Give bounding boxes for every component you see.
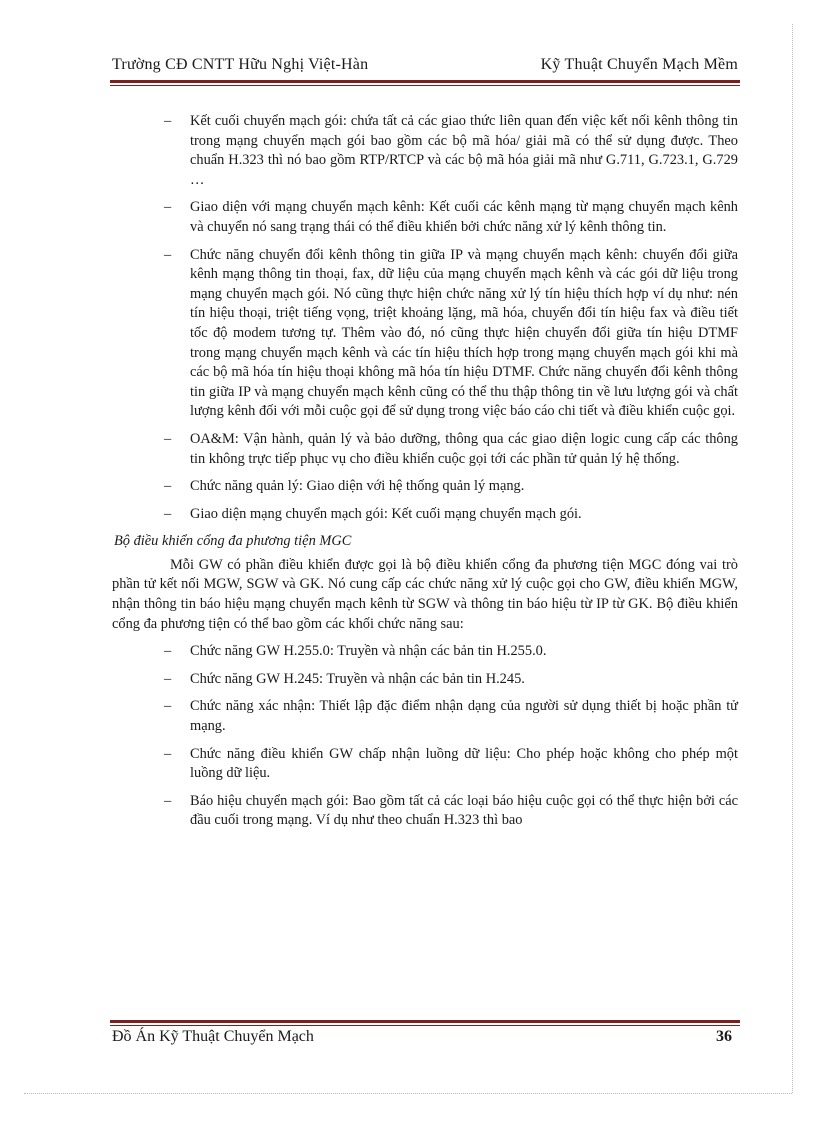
list-item [112, 430, 738, 469]
page-body [112, 112, 738, 839]
footer-rule-thin [110, 1025, 740, 1026]
dash-marker: – [164, 199, 172, 216]
dash-marker: – [164, 246, 172, 263]
list-item [112, 505, 738, 525]
list-item [112, 246, 738, 422]
list-item-text: Chức năng xác nhận: Thiết lập đặc điểm nhận dạng của người sử dụng thiết bị hoặc phần tử mạng. [190, 698, 738, 735]
dash-marker: – [164, 430, 172, 447]
list-item-text: Giao diện mạng chuyển mạch gói: Kết cuối mạng chuyển mạch gói. [190, 505, 582, 522]
dash-marker: – [164, 792, 172, 809]
page-header [112, 56, 738, 74]
list-item-text: Kết cuối chuyển mạch gói: chứa tất cả các giao thức liên quan đến việc kết nối kênh thông tin trong mạng chuyển mạch gói bao gồm các bộ mã hóa/ giải mã có thể sử dụng được. Theo chuẩn H.323 thì nó bao gồm RTP/RTCP và các bộ mã hóa giải mã như G.711, G.723.1, G.729 … [190, 113, 738, 188]
footer-left-text: Đồ Án Kỹ Thuật Chuyển Mạch [112, 1028, 314, 1045]
page-edge-dotted-bottom [24, 1093, 792, 1094]
list-item [112, 198, 738, 237]
list-item [112, 477, 738, 497]
dash-marker: – [164, 745, 172, 762]
dash-marker: – [164, 698, 172, 715]
list-item [112, 745, 738, 784]
list-item-text: Chức năng quản lý: Giao diện với hệ thống quản lý mạng. [190, 478, 525, 495]
page-footer [112, 1028, 732, 1046]
list-item-text: Chức năng điều khiển GW chấp nhận luồng dữ liệu: Cho phép hoặc không cho phép một luồng dữ liệu. [190, 745, 738, 782]
header-rule [110, 80, 740, 83]
dash-marker: – [164, 113, 172, 129]
header-left-text: Trường CĐ CNTT Hữu Nghị Việt-Hàn [112, 56, 369, 73]
page-number: 36 [716, 1028, 732, 1045]
bullet-list-bottom [112, 642, 738, 831]
footer-rule [110, 1020, 740, 1023]
list-item-text: Báo hiệu chuyển mạch gói: Bao gồm tất cả các loại báo hiệu cuộc gọi có thể thực hiện bởi các đầu cuối trong mạng. Ví dụ như theo chuẩn H.323 thì bao [190, 792, 738, 829]
bullet-list-top [112, 112, 738, 524]
dash-marker: – [164, 670, 172, 687]
list-item [112, 642, 738, 662]
header-rule-thin [110, 85, 740, 86]
list-item [112, 792, 738, 831]
list-item [112, 112, 738, 190]
dash-marker: – [164, 505, 172, 522]
page-edge-dotted-right [792, 24, 793, 1093]
dash-marker: – [164, 643, 172, 660]
list-item-text: Chức năng GW H.255.0: Truyền và nhận các bản tin H.255.0. [190, 643, 547, 660]
list-item [112, 697, 738, 736]
header-right-text: Kỹ Thuật Chuyển Mạch Mềm [540, 56, 738, 73]
list-item-text: Chức năng chuyển đổi kênh thông tin giữa IP và mạng chuyển mạch kênh: chuyển đổi giữa kênh mạng thông tin thoại, fax, dữ liệu của mạng chuyển mạch kênh và các gói dữ liệu trong mạng chuyển mạch gói. Nó cũng thực hiện chức năng xử lý tín hiệu thích hợp ví dụ như: nén tín hiệu thoại, triệt tiếng vọng, triệt khoảng lặng, mã hóa, chuyển đổi tín hiệu fax và điều tiết tốc độ modem tương tự. Thêm vào đó, nó cũng thực hiện chuyển đổi giữa tín hiệu DTMF trong mạng chuyển mạch kênh và các tín hiệu thích hợp trong mạng chuyển mạch gói khi mà các bộ mã hóa tín hiệu thoại không mã hóa tín hiệu DTMF. Chức năng chuyển đổi kênh thông tin giữa IP và mạng chuyển mạch kênh cũng có thể thu thập thông tin về lưu lượng gói và chất lượng kênh đối với mỗi cuộc gọi để sử dụng trong việc báo cáo chi tiết và điều khiển cuộc gọi. [190, 246, 738, 420]
list-item-text: Giao diện với mạng chuyển mạch kênh: Kết cuối các kênh mạng từ mạng chuyển mạch kênh và chuyển nó sang trạng thái có thể điều khiển bởi chức năng xử lý kênh thông tin. [190, 199, 738, 235]
list-item-text: OA&M: Vận hành, quản lý và bảo dưỡng, thông qua các giao diện logic cung cấp các thông tin không trực tiếp phục vụ cho điều khiển cuộc gọi tới các phần tử quản lý hệ thống. [190, 430, 738, 467]
section-subheading: Bộ điều khiển cổng đa phương tiện MGC [114, 533, 352, 550]
dash-marker: – [164, 478, 172, 495]
body-paragraph: Mỗi GW có phần điều khiển được gọi là bộ điều khiển cổng đa phương tiện MGC đóng vai trò phần tử kết nối MGW, SGW và GK. Nó cung cấp các chức năng xử lý cuộc gọi cho GW, điều khiển MGW, nhận thông tin báo hiệu mạng chuyển mạch kênh từ SGW và thông tin báo hiệu từ IP từ GK. Bộ điều khiển cổng đa phương tiện có thể bao gồm các khối chức năng sau: [112, 556, 738, 632]
list-item-text: Chức năng GW H.245: Truyền và nhận các bản tin H.245. [190, 670, 525, 687]
list-item [112, 670, 738, 690]
